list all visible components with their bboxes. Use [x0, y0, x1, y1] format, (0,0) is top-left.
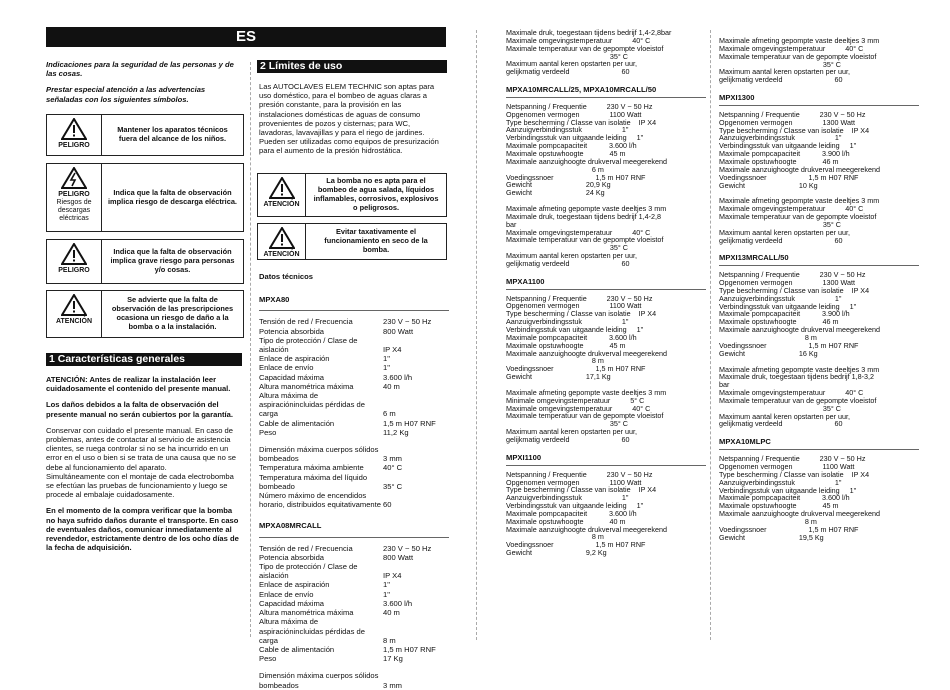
spec-line: Maximale pompcapaciteit 3.600 l/h [719, 493, 850, 503]
spec-line: Maximale opstuwhoogte 40 m [506, 516, 626, 526]
spec-line: Netspanning / Frequentie 230 V ~ 50 Hz [719, 109, 866, 119]
spec-line: Opgenomen vermogen 1100 Watt [719, 461, 855, 471]
spec-table [259, 317, 449, 509]
spec-line: 35° C [506, 419, 628, 429]
spec-line: gelijkmatig verdeeld 60 [506, 434, 630, 444]
spec-line: bar [506, 219, 517, 229]
spec-label: Peso [259, 654, 277, 664]
spec-label: Cable de alimentación [259, 644, 335, 654]
column-divider [250, 62, 251, 637]
spec-line: Maximale afmeting gepompte vaste deeltjes 3 mm [506, 387, 667, 397]
spec-line: Maximale omgevingstemperatuur 40° C [506, 403, 651, 413]
warning-triangle-icon [269, 177, 295, 199]
divider [259, 310, 449, 311]
spec-row [259, 317, 449, 326]
spec-row [259, 590, 449, 599]
spec-line: Maximale temperatuur van de gepompte vloeistof [506, 43, 664, 53]
spec-value: 1,5 m H07 RNF [383, 418, 436, 428]
warning-text: Indica que la falta de observación implica riesgo de descarga eléctrica. [108, 187, 237, 206]
spec-line: Voedingssnoer 1,5 m H07 RNF [719, 524, 859, 534]
spec-line: gelijkmatig verdeeld 60 [719, 75, 843, 85]
spec-line: 35° C [719, 59, 841, 69]
section-heading-2: 2 Límites de uso [257, 60, 447, 73]
spec-label: Capacidad máxima [259, 598, 324, 608]
spec-line: Gewicht 17,1 Kg [506, 372, 611, 382]
spec-row [259, 428, 449, 437]
warning-sublabel: Riesgos de descargas eléctricas [56, 199, 92, 222]
spec-label: Tensión de red / Frecuencia [259, 317, 353, 327]
column-divider [710, 30, 711, 640]
spec-label: Temperatura máxima ambiente [259, 463, 364, 473]
spec-line: gelijkmatig verdeeld 60 [719, 235, 843, 245]
spec-row [259, 671, 449, 689]
spec-label: Enlace de envío [259, 589, 314, 599]
spec-line: Verbindingsstuk van uitgaande leiding 1" [506, 501, 644, 511]
divider [719, 105, 919, 106]
warning-text: Evitar taxativamente el funcionamiento en seco de la bomba. [324, 227, 428, 254]
spec-line: Netspanning / Frequentie 230 V ~ 50 Hz [506, 469, 653, 479]
spec-value: 230 V ~ 50 Hz [383, 317, 432, 327]
column-3 [506, 29, 706, 557]
spec-line: Opgenomen vermogen 1100 Watt [506, 477, 642, 487]
spec-line: Gewicht 20,9 Kg [506, 180, 611, 190]
model-name: MPXA1100 [506, 276, 545, 286]
divider [259, 537, 449, 538]
spec-line: Voedingssnoer 1,5 m H07 RNF [506, 172, 646, 182]
spec-line: Maximale aanzuighoogte drukverval meegerekend [719, 509, 881, 519]
warning-text: Se advierte que la falta de observación de las prescripciones ocasiona un riesgo de daño a la bomba o a la instalación. [111, 295, 234, 331]
spec-line: gelijkmatig verdeeld 60 [506, 67, 630, 77]
spec-row [259, 599, 449, 608]
paragraph: Los daños debidos a la falta de observación del presente manual no serán cubiertos por la garantía. [46, 400, 233, 419]
spec-label: Altura máxima de aspiraciónincluidas pérdidas de carga [259, 617, 365, 645]
spec-label: Tipo de protección / Clase de aislación [259, 562, 358, 581]
spec-line: Maximale druk, toegestaan tijdens bedrijf 1,8-3,2 [719, 372, 875, 382]
spec-line: Gewicht 10 Kg [719, 180, 818, 190]
divider [719, 449, 919, 450]
spec-value: 3.600 l/h [383, 598, 413, 608]
spec-table [259, 544, 449, 690]
spec-label: Enlace de envío [259, 363, 314, 373]
spec-line: Opgenomen vermogen 1300 Watt [719, 117, 855, 127]
spec-line: Maximale omgevingstemperatuur 40° C [506, 35, 651, 45]
spec-row [259, 473, 449, 491]
spec-value: 1" [383, 589, 390, 599]
warning-text: Indica que la falta de observación implica grave riesgo para personas y/o cosas. [110, 247, 235, 274]
column-1 [46, 60, 242, 111]
spec-line: Maximale pompcapaciteit 3.600 l/h [506, 141, 637, 151]
spec-line: Maximum aantal keren opstarten per uur, [719, 411, 851, 421]
warning-label: PELIGRO [58, 267, 90, 274]
spec-row [259, 491, 449, 509]
spec-line: Verbindingsstuk van uitgaande leiding 1" [719, 141, 857, 151]
spec-line: Type bescherming / Classe van isolatie IP X4 [506, 485, 657, 495]
divider [719, 265, 919, 266]
divider [506, 289, 706, 290]
spec-row [259, 391, 449, 419]
spec-label: Altura máxima de aspiraciónincluidas pérdidas de carga [259, 391, 365, 419]
spec-label: Altura manométrica máxima [259, 381, 354, 391]
spec-value: 40° C [383, 463, 403, 473]
spec-line: Verbindingsstuk van uitgaande leiding 1" [719, 485, 857, 495]
spec-label: Enlace de aspiración [259, 354, 330, 364]
spec-value: 1" [383, 363, 390, 373]
spec-line: Maximale afmeting gepompte vaste deeltjes 3 mm [719, 36, 880, 45]
spec-line: Opgenomen vermogen 1100 Watt [506, 109, 642, 119]
spec-label: Temperatura máxima del líquido bombeado [259, 472, 368, 491]
column-divider [476, 30, 477, 640]
warning-box-danger [46, 239, 244, 284]
model-name: MPXI13MRCALL/50 [719, 253, 789, 263]
spec-line: Maximum aantal keren opstarten per uur, [506, 427, 638, 437]
spec-line: Maximale opstuwhoogte 46 m [719, 317, 839, 327]
spec-line: Voedingssnoer 1,5 m H07 RNF [719, 172, 859, 182]
spec-line: Maximale opstuwhoogte 45 m [719, 501, 839, 511]
spec-line: Maximale omgevingstemperatuur 40° C [719, 388, 864, 398]
spec-line: Verbindingsstuk van uitgaande leiding 1" [506, 133, 644, 143]
spec-line: Verbindingsstuk van uitgaande leiding 1" [719, 301, 857, 311]
spec-value: 40 m [383, 381, 400, 391]
spec-row [259, 463, 449, 472]
spec-line: Netspanning / Frequentie 230 V ~ 50 Hz [506, 101, 653, 111]
spec-line: Maximum aantal keren opstarten per uur, [506, 59, 638, 69]
spec-line: Maximale temperatuur van de gepompte vloeistof [506, 235, 664, 245]
spec-line: Maximale pompcapaciteit 3.900 l/h [719, 149, 850, 159]
spec-row [259, 419, 449, 428]
spec-line: Netspanning / Frequentie 230 V ~ 50 Hz [719, 270, 866, 280]
spec-line: Opgenomen vermogen 1300 Watt [719, 278, 855, 288]
spec-line: Maximale aanzuighoogte drukverval meegerekend [506, 348, 668, 358]
spec-value: 1" [383, 580, 390, 590]
warning-label: ATENCIÓN [263, 201, 300, 208]
spec-line: Maximale aanzuighoogte drukverval meegerekend [506, 156, 668, 166]
spec-line: gelijkmatig verdeeld 60 [719, 419, 843, 429]
spec-line: Maximale aanzuighoogte drukverval meegerekend [506, 524, 668, 534]
spec-value: 3.600 l/h [383, 372, 413, 382]
spec-label: Capacidad máxima [259, 372, 324, 382]
spec-line: Type bescherming / Classe van isolatie IP X4 [719, 285, 870, 295]
spec-value: 6 m [383, 409, 396, 419]
spec-line: Maximum aantal keren opstarten per uur, [719, 67, 851, 77]
spec-line: Aanzuigverbindingsstuk 1" [719, 133, 842, 143]
spec-value: 3 mm [383, 454, 402, 464]
warning-triangle-icon [61, 294, 87, 316]
spec-label: Dimensión máxima cuerpos sólidos bombeados [259, 671, 379, 690]
spec-line: Maximum aantal keren opstarten per uur, [719, 227, 851, 237]
spec-line: Maximale temperatuur van de gepompte vloeistof [506, 411, 664, 421]
spec-line: Maximale opstuwhoogte 46 m [719, 156, 839, 166]
spec-row [259, 354, 449, 363]
spec-line: Maximale pompcapaciteit 3.600 l/h [506, 332, 637, 342]
spec-line: Maximale pompcapaciteit 3.900 l/h [719, 309, 850, 319]
spec-label: Cable de alimentación [259, 418, 335, 428]
spec-continuation [506, 29, 706, 76]
spec-value: 35° C [383, 481, 403, 491]
warning-text: Mantener los aparatos técnicos fuera del alcance de los niños. [117, 125, 228, 143]
spec-line: Netspanning / Frequentie 230 V ~ 50 Hz [506, 293, 653, 303]
spec-line: bar [719, 380, 730, 390]
spec-line: Gewicht 9,2 Kg [506, 548, 607, 558]
spec-line: Aanzuigverbindingsstuk 1" [506, 125, 629, 135]
spec-line: 6 m [506, 164, 604, 174]
model-name: MPXA10MRCALL/25, MPXA10MRCALL/50 [506, 85, 657, 95]
spec-value: 17 Kg [383, 654, 403, 664]
spec-line: Maximale aanzuighoogte drukverval meegerekend [719, 164, 881, 174]
spec-value: IP X4 [383, 345, 402, 355]
spec-continuation [719, 37, 919, 84]
spec-line: Maximale omgevingstemperatuur 40° C [719, 43, 864, 53]
spec-row [259, 654, 449, 663]
spec-value: IP X4 [383, 571, 402, 581]
spec-line: Verbindingsstuk van uitgaande leiding 1" [506, 325, 644, 334]
section-heading-1: 1 Características generales [46, 353, 242, 366]
warning-triangle-icon [61, 118, 87, 140]
spec-label: Número máximo de encendidos horario, distribuidos equitativamente [259, 491, 381, 510]
spec-value: 1,5 m H07 RNF [383, 644, 436, 654]
warning-label: ATENCIÓN [55, 318, 93, 325]
divider [506, 97, 706, 98]
safety-intro: Indicaciones para la seguridad de las personas y de las cosas. [46, 60, 234, 79]
spec-line: Maximale opstuwhoogte 45 m [506, 148, 626, 158]
spec-value: 1" [383, 354, 390, 364]
paragraph: Conservar con cuidado el presente manual. En caso de problemas, antes de contactar al servicio de asistencia clientes, se ruega controlar si no se ha incurrido en un error en el uso o bien si se trata de una causa que no se debe al funcionamiento del aparato. [46, 425, 236, 472]
warning-box-children [46, 114, 244, 156]
paragraph: Simultáneamente con el montaje de cada electrobomba se efectúan las pruebas de funcionamiento y luego se procede al embalaje cuidadosamente. [46, 471, 234, 500]
paragraph: Las AUTOCLAVES ELEM TECHNIC son aptas para uso doméstico, para el bombeo de aguas claras a presión constante, para la provisión en las instalaciones domésticas de aguas de consumo provenientes de pozos y cisternas; para WC, lavadoras, lavavajillas y para el riego de jardines. Pueden ser utilizadas como equipos de presurización para el aumento de la presión hidrostática. [259, 82, 439, 156]
model-name: MPXA08MRCALL [259, 521, 322, 531]
spec-line: Maximale temperatuur van de gepompte vloeistof [719, 212, 877, 222]
spec-label: Dimensión máxima cuerpos sólidos bombeados [259, 445, 379, 464]
warning-triangle-icon [269, 227, 295, 249]
spec-line: Gewicht 24 Kg [506, 188, 605, 198]
spec-line: Opgenomen vermogen 1100 Watt [506, 301, 642, 311]
spec-line: Maximale aanzuighoogte drukverval meegerekend [719, 325, 881, 335]
spec-value: 3 mm [383, 680, 402, 690]
warning-box-electric [46, 163, 244, 232]
language-banner: ES [46, 27, 446, 47]
warning-box-attention [46, 290, 244, 338]
spec-line: Type bescherming / Classe van isolatie IP X4 [506, 117, 657, 127]
spec-line: 8 m [506, 532, 604, 542]
spec-line: Maximale pompcapaciteit 3.600 l/h [506, 508, 637, 518]
spec-line: Maximale omgevingstemperatuur 40° C [506, 227, 651, 237]
spec-row [259, 645, 449, 654]
spec-line: 35° C [506, 51, 628, 61]
spec-row [259, 437, 449, 445]
spec-row [259, 336, 449, 354]
spec-line: gelijkmatig verdeeld 60 [506, 258, 630, 268]
spec-value: 40 m [383, 608, 400, 618]
divider [506, 465, 706, 466]
warning-triangle-icon [61, 243, 87, 265]
spec-line: Type bescherming / Classe van isolatie IP X4 [506, 309, 657, 319]
spec-label: Potencia absorbida [259, 552, 325, 562]
spec-row [259, 553, 449, 562]
spec-line: Maximale temperatuur van de gepompte vloeistof [719, 51, 877, 61]
spec-label: Peso [259, 427, 277, 437]
warning-label: PELIGRO [58, 191, 90, 198]
spec-line: Maximale afmeting gepompte vaste deeltjes 3 mm [719, 364, 880, 374]
spec-line: 8 m [719, 516, 817, 526]
spec-line: Voedingssnoer 1,5 m H07 RNF [506, 364, 646, 374]
spec-label: Potencia absorbida [259, 326, 325, 336]
spec-line: 8 m [719, 333, 817, 342]
model-name: MPXA80 [259, 295, 290, 305]
spec-row [259, 617, 449, 645]
technical-data-heading: Datos técnicos [259, 272, 314, 281]
spec-line: 8 m [506, 356, 604, 366]
spec-value: 800 Watt [383, 326, 414, 336]
spec-line: Minimale omgevingstemperatuur 5° C [506, 395, 645, 405]
spec-value: 8 m [383, 635, 396, 645]
spec-row [259, 544, 449, 553]
column-1-body [46, 375, 242, 559]
warning-text: La bomba no es apta para el bombeo de agua salada, líquidos inflamables, corrosivos, explosivos o peligrosos. [313, 176, 439, 212]
spec-line: Gewicht 19,5 Kg [719, 532, 824, 542]
spec-label: Altura manométrica máxima [259, 608, 354, 618]
warning-label: PELIGRO [58, 142, 90, 149]
paragraph: ATENCIÓN: Antes de realizar la instalación leer cuidadosamente el contenido del presente manual. [46, 375, 231, 394]
electric-shock-icon [61, 167, 87, 189]
spec-line: Maximale opstuwhoogte 45 m [506, 340, 626, 350]
spec-line: 35° C [506, 243, 628, 253]
safety-intro-2: Prestar especial atención a las advertencias señaladas con los siguientes símbolos. [46, 85, 206, 104]
spec-value: 60 [383, 500, 392, 510]
warning-box-dry-run [257, 223, 447, 260]
spec-line: Aanzuigverbindingsstuk 1" [506, 493, 629, 503]
spec-row [259, 608, 449, 617]
spec-value: 230 V ~ 50 Hz [383, 543, 432, 553]
spec-line: Maximale afmeting gepompte vaste deeltjes 3 mm [719, 196, 880, 206]
spec-line: Maximale omgevingstemperatuur 40° C [719, 204, 864, 214]
spec-line: Netspanning / Frequentie 230 V ~ 50 Hz [719, 454, 866, 464]
model-name: MPXI1100 [506, 452, 542, 462]
spec-line: Type bescherming / Classe van isolatie IP X4 [719, 125, 870, 135]
spec-label: Enlace de aspiración [259, 580, 330, 590]
spec-value: 800 Watt [383, 552, 414, 562]
spec-row [259, 562, 449, 580]
spec-line: Aanzuigverbindingsstuk 1" [506, 317, 629, 327]
spec-label: Tipo de protección / Clase de aislación [259, 335, 358, 355]
model-name: MPXI1300 [719, 93, 755, 103]
spec-line: Aanzuigverbindingsstuk 1" [719, 477, 842, 487]
spec-line: Gewicht 16 Kg [719, 348, 818, 358]
warning-label: ATENCIÓN [263, 251, 300, 258]
spec-line: Voedingssnoer 1,5 m H07 RNF [719, 340, 859, 350]
spec-row [259, 363, 449, 372]
column-2-intro [259, 82, 445, 163]
spec-row [259, 445, 449, 463]
spec-row [259, 382, 449, 391]
spec-row [259, 580, 449, 589]
spec-line: 35° C [719, 403, 841, 413]
spec-label: Tensión de red / Frecuencia [259, 543, 353, 553]
model-name: MPXA10MLPC [719, 437, 771, 447]
spec-row [259, 327, 449, 336]
spec-line: Maximale afmeting gepompte vaste deeltjes 3 mm [506, 204, 667, 214]
spec-line: Maximum aantal keren opstarten per uur, [506, 251, 638, 261]
spec-row [259, 373, 449, 382]
spec-line: 35° C [719, 219, 841, 229]
spec-line: Maximale druk, toegestaan tijdens bedrijf 1,4-2,8 [506, 211, 662, 221]
spec-line: Voedingssnoer 1,5 m H07 RNF [506, 540, 646, 550]
technical-data [259, 272, 449, 690]
spec-line: Maximale druk, toegestaan tijdens bedrijf 1,4-2,8bar [506, 28, 672, 37]
spec-value: 11,2 Kg [383, 427, 409, 437]
spec-line: Type bescherming / Classe van isolatie IP X4 [719, 469, 870, 479]
column-4 [719, 37, 919, 541]
warning-box-liquids [257, 173, 447, 217]
paragraph: En el momento de la compra verificar que la bomba no haya sufrido daños durante el transporte. En caso de eventuales daños, comunicar inmediatamente al revendedor, estrictamente dentro de los ocho días de la fecha de adquisición. [46, 506, 239, 553]
spec-line: Maximale temperatuur van de gepompte vloeistof [719, 395, 877, 405]
spec-row [259, 663, 449, 671]
spec-line: Aanzuigverbindingsstuk 1" [719, 293, 842, 303]
